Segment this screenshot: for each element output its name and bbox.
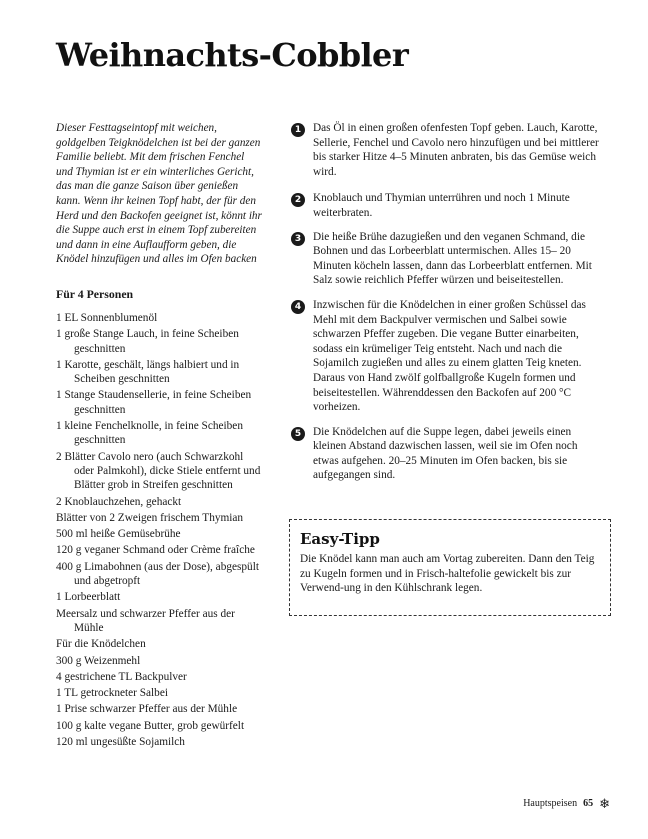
step-text: Das Öl in einen großen ofenfesten Topf geben. Lauch, Karotte, Sellerie, Fenchel und Cavolo nero hinzufügen und bei mittlerer bis starker Hitze 4–5 Minuten anbraten, bis das Gemüse weich wird.: [313, 122, 599, 178]
step-number-badge: 2: [291, 193, 305, 207]
step-text: Inzwischen für die Knödelchen in einer großen Schüssel das Mehl mit dem Backpulver vermischen und Salbei sowie schwarzen Pfeffer zugeben. Die vegane Butter einarbeiten, sodass ein krümeliger Teig entsteht. Nach und nach die Sojamilch zugießen und alles zu einem glatten Teig kneten. Daraus von Hand zwölf golfballgroße Kugeln formen und beiseitestellen. Währenddessen den Backofen auf 200 °C vorheizen.: [313, 298, 586, 414]
ingredient-list: [56, 311, 266, 751]
ingredient-item: Blätter von 2 Zweigen frischem Thymian: [56, 511, 244, 524]
ingredient-subheading: Für die Knödelchen: [56, 638, 146, 651]
servings-heading: Für 4 Personen: [56, 287, 134, 301]
page-title: Weihnachts-Cobbler: [56, 36, 409, 74]
tip-title: Easy-Tipp: [300, 530, 380, 548]
method-step: [291, 425, 601, 483]
method-step: [291, 298, 601, 415]
ingredient-item: 1 TL getrockneter Salbei: [56, 687, 168, 700]
ingredient-item: 120 ml ungesüßte Sojamilch: [56, 736, 185, 749]
ingredient-item: 400 g Limabohnen (aus der Dose), abgespült und abgetropft: [56, 560, 259, 588]
step-text: Die Knödelchen auf die Suppe legen, dabei jeweils einen kleinen Abstand dazwischen lassen, weil sie im Ofen noch etwas aufgehen. 20–25 Minuten im Ofen backen, bis sie aufgegangen sind.: [313, 425, 578, 482]
ingredient-item: 120 g veganer Schmand oder Crème fraîche: [56, 544, 255, 557]
ingredient-item: Meersalz und schwarzer Pfeffer aus der Mühle: [56, 607, 235, 634]
ingredient-item: 4 gestrichene TL Backpulver: [56, 670, 187, 683]
method-steps: [291, 121, 601, 483]
ingredient-item: 1 Prise schwarzer Pfeffer aus der Mühle: [56, 703, 238, 716]
ingredient-item: 1 große Stange Lauch, in feine Scheiben geschnitten: [56, 328, 239, 355]
ingredient-item: 1 Stange Staudensellerie, in feine Scheiben geschnitten: [56, 389, 252, 416]
step-number-badge: 3: [291, 232, 305, 246]
method-step: [291, 191, 601, 220]
step-number-badge: 1: [291, 123, 305, 137]
step-text: Die heiße Brühe dazugießen und den veganen Schmand, die Bohnen und das Lorbeerblatt untermischen. Alles 15– 20 Minuten köcheln lassen, dann das Lorbeerblatt entfernen. Mit Salz sowie reichlich Pfeffer würzen und beiseitestellen.: [313, 230, 592, 287]
section-label: Hauptspeisen: [523, 798, 578, 809]
ingredient-item: 2 Knoblauchzehen, gehackt: [56, 495, 182, 508]
ingredient-item: 300 g Weizenmehl: [56, 654, 141, 667]
ingredient-item: 500 ml heiße Gemüsebrühe: [56, 528, 181, 541]
step-number-badge: 4: [291, 300, 305, 314]
recipe-intro: Dieser Festtagseintopf mit weichen, goldgelben Teigknödelchen ist bei der ganzen Familie beliebt. Mit dem frischen Fenchel und Thymian ist er ein winterliches Gericht, das man die ganze Saison über genießen kann. Wenn ihr keinen Topf habt, der für den Herd und den Backofen geeignet ist, könnt ihr die Suppe auch erst in einem Topf zubereiten und dann in eine Auflaufform geben, die Knödel hinzufügen und alles im Ofen backen: [56, 122, 262, 266]
tip-box: [289, 519, 611, 616]
step-number-badge: 5: [291, 427, 305, 441]
step-text: Knoblauch und Thymian unterrühren und noch 1 Minute weiterbraten.: [313, 192, 570, 219]
method-step: [291, 230, 601, 288]
ingredient-item: 1 Lorbeerblatt: [56, 591, 121, 604]
ingredient-item: 1 EL Sonnenblumenöl: [56, 312, 158, 324]
snowflake-icon: ❄: [599, 796, 610, 811]
method-step: [291, 121, 601, 179]
tip-text: Die Knödel kann man auch am Vortag zubereiten. Dann den Teig zu Kugeln formen und in Frisch-haltefolie gewickelt bis zur Verwend-ung in den Kühlschrank legen.: [300, 553, 595, 595]
ingredient-item: 1 Karotte, geschält, längs halbiert und in Scheiben geschnitten: [56, 358, 240, 386]
page-footer: [523, 797, 610, 810]
ingredient-item: 2 Blätter Cavolo nero (auch Schwarzkohl oder Palmkohl), dicke Stiele entfernt und Blätter grob in Streifen geschnitten: [56, 450, 261, 492]
ingredient-item: 100 g kalte vegane Butter, grob gewürfelt: [56, 719, 245, 732]
page-number: 65: [583, 798, 594, 809]
ingredient-item: 1 kleine Fenchelknolle, in feine Scheiben geschnitten: [56, 420, 243, 447]
